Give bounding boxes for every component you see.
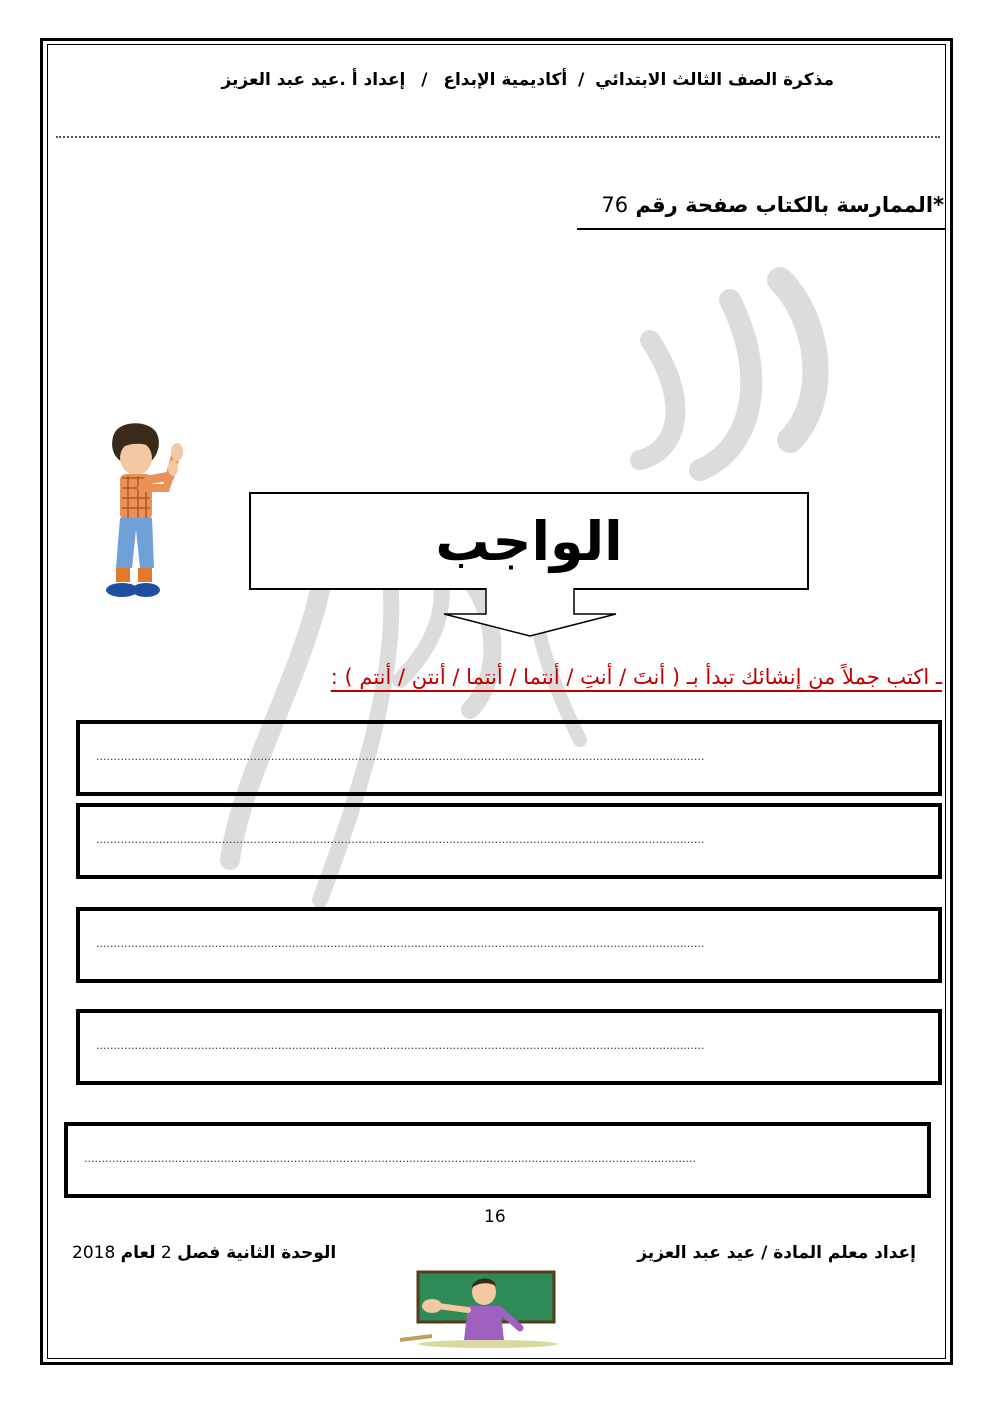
page-header <box>221 70 834 90</box>
homework-title-box <box>249 492 809 590</box>
answer-line-4[interactable]: .............................................................................................................................................................................. <box>96 1039 705 1052</box>
answer-box-4[interactable] <box>76 1009 942 1085</box>
teacher-illustration <box>392 1270 562 1348</box>
header-course: مذكرة الصف الثالث الابتدائي <box>595 70 834 90</box>
header-separator-2: / <box>421 70 428 90</box>
exercise-heading-underline <box>577 228 946 230</box>
footer-unit: الوحدة الثانية فصل <box>177 1243 337 1263</box>
footer-teacher: إعداد معلم المادة / عيد عبد العزيز <box>637 1243 916 1263</box>
answer-box-1[interactable] <box>76 720 942 796</box>
exercise-heading <box>601 193 944 217</box>
homework-instruction: ـ اكتب جملاً من إنشائك تبدأ بـ ( أنتَ / أنتِ / أنتما / أنتما / أنتن / أنتم ) : <box>330 665 942 689</box>
answer-box-5[interactable] <box>64 1122 931 1198</box>
down-arrow-icon <box>440 588 620 640</box>
answer-box-3[interactable] <box>76 907 942 983</box>
answer-line-3[interactable]: .............................................................................................................................................................................. <box>96 937 705 950</box>
header-academy: أكاديمية الإبداع <box>443 70 568 90</box>
header-divider <box>56 136 940 138</box>
header-separator-1: / <box>578 70 585 90</box>
footer-term: 2 <box>160 1243 172 1263</box>
exercise-page-number: 76 <box>601 193 629 217</box>
answer-line-1[interactable]: .............................................................................................................................................................................. <box>96 750 705 763</box>
footer-unit-info <box>72 1243 336 1263</box>
page-number: 16 <box>484 1207 506 1227</box>
answer-line-5[interactable]: ............................................................................................................................................................................... <box>84 1152 696 1165</box>
footer-year: 2018 <box>72 1243 116 1263</box>
footer-year-label: لعام <box>120 1243 156 1263</box>
exercise-title-text: *الممارسة بالكتاب صفحة رقم <box>635 193 944 217</box>
answer-box-2[interactable] <box>76 803 942 879</box>
boy-pushing-illustration <box>92 418 192 608</box>
answer-line-2[interactable]: .............................................................................................................................................................................. <box>96 833 705 846</box>
header-author: إعداد أ .عيد عبد العزيز <box>221 70 406 90</box>
homework-title: الواجب <box>435 509 623 573</box>
